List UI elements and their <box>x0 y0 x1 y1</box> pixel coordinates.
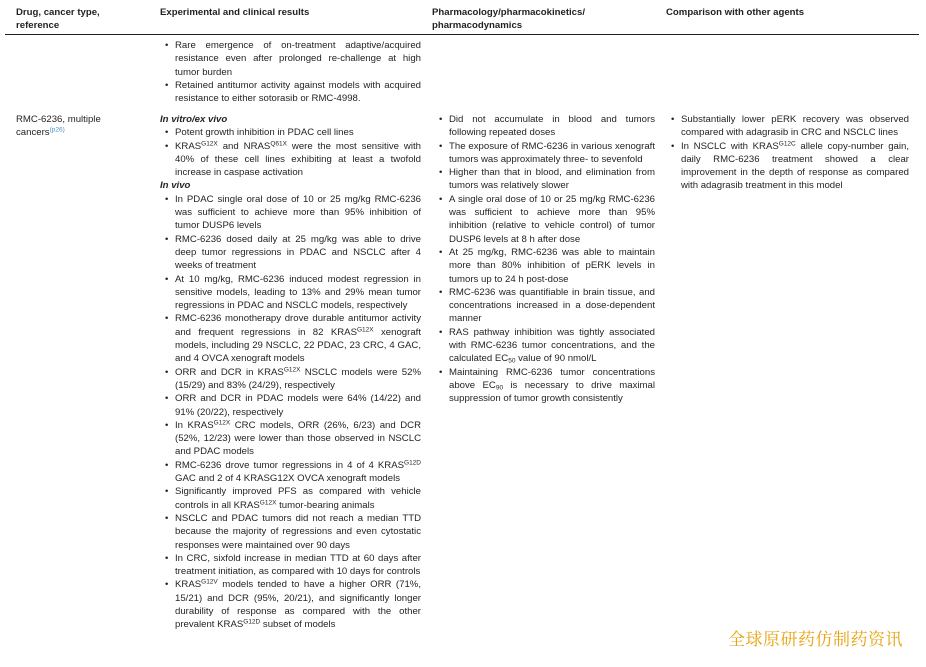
list-item: • Rare emergence of on-treatment adaptive/acquired resistance even after prolonged re-challenge at high tumor burden <box>163 39 421 79</box>
list-item: • In PDAC single oral dose of 10 or 25 mg/kg RMC-6236 was sufficient to achieve more than 95% inhibition of tumor DUSP6 levels <box>163 193 421 233</box>
list-item: • RMC-6236 was quantifiable in brain tissue, and concentrations increased in a dose-dependent manner <box>437 286 655 326</box>
list-item: • Potent growth inhibition in PDAC cell lines <box>163 126 421 139</box>
header-drug: Drug, cancer type, reference <box>16 7 100 31</box>
header-results: Experimental and clinical results <box>160 7 310 18</box>
list-item: • At 10 mg/kg, RMC-6236 induced modest regression in sensitive models, leading to 13% and 29% mean tumor regressions in PDAC and NSCLC models, respectively <box>163 273 421 313</box>
list-item: • Retained antitumor activity against models with acquired resistance to either sotorasib or RMC-4998. <box>163 79 421 106</box>
list-item: • $KRAS^{G12V}$ models tended to have a higher ORR (71%, 15/21) and DCR (95%, 20/21), and significantly longer durability of response as compared with the other prevalent $KRAS^{G12D}$ subset of models <box>163 578 421 631</box>
watermark-text: 全球原研药仿制药资讯 <box>728 630 903 650</box>
list-item: • Did not accumulate in blood and tumors following repeated doses <box>437 113 655 140</box>
drug-cell <box>16 113 126 140</box>
results-cell <box>160 113 421 632</box>
drug-name: RMC-6236, multiple cancers <box>16 114 101 139</box>
list-item: • In CRC, sixfold increase in median TTD at 60 days after treatment initiation, as compared with 10 days for controls <box>163 552 421 579</box>
list-item: • Higher than that in blood, and elimination from tumors was relatively slower <box>437 166 655 193</box>
in-vitro-heading: In vitro/ex vivo <box>160 114 228 125</box>
list-item: • RMC-6236 dosed daily at 25 mg/kg was able to drive deep tumor regressions in PDAC and NSCLC after 4 weeks of treatment <box>163 233 421 273</box>
list-item: • In NSCLC with $KRAS^{G12C}$ allele copy-number gain, daily RMC-6236 treatment showed a clear improvement in the depth of response as compared with adagrasib treatment in this model <box>669 140 909 193</box>
list-item: • ORR and DCR in PDAC models were 64% (14/22) and 91% (20/22), respectively <box>163 392 421 419</box>
list-item: • Substantially lower pERK recovery was observed compared with adagrasib in CRC and NSCLC lines <box>669 113 909 140</box>
pharmacology-cell <box>437 113 655 406</box>
list-item: • NSCLC and PDAC tumors did not reach a median TTD because the majority of regressions and even cytostatic responses were maintained over 90 days <box>163 512 421 552</box>
continued-results <box>163 39 421 105</box>
list-item: • RMC-6236 monotherapy drove durable antitumor activity and frequent regressions in 82 $KRAS^{G12X}$ xenograft models, including 29 NSCLC, 22 PDAC, 23 CRC, 4 GAC, and 4 OVCA xenograft models <box>163 312 421 365</box>
list-item: • In $KRAS^{G12X}$ CRC models, ORR (26%, 6/23) and DCR (52%, 12/23) were lower than those observed in NSCLC and PDAC models <box>163 419 421 459</box>
in-vivo-heading: In vivo <box>160 180 191 192</box>
list-item: • ORR and DCR in $KRAS^{G12X}$ NSCLC models were 52% (15/29) and 83% (24/29), respectively <box>163 366 421 393</box>
list-item: • Maintaining RMC-6236 tumor concentrations above $EC_{90}$ is necessary to drive maximal suppression of tumor growth consistently <box>437 366 655 406</box>
header-rule <box>5 34 919 35</box>
list-item: • RAS pathway inhibition was tightly associated with RMC-6236 tumor concentrations, and the calculated $EC_{50}$ value of 90 nmol/L <box>437 326 655 366</box>
reference-link[interactable]: (p26) <box>49 126 65 134</box>
list-item: • A single oral dose of 10 or 25 mg/kg RMC-6236 was sufficient to achieve more than 95% inhibition (relative to vehicle control) of tumor DUSP6 levels at 8 h after dose <box>437 193 655 246</box>
list-item: • $KRAS^{G12X}$ and $NRAS^{Q61X}$ were the most sensitive with 40% of these cell lines exhibiting at least a twofold increase in caspase activation <box>163 140 421 180</box>
header-comparison: Comparison with other agents <box>666 7 805 18</box>
comparison-cell <box>669 113 909 193</box>
list-item: • At 25 mg/kg, RMC-6236 was able to maintain more than 80% inhibition of pERK levels in tumors up to 24 h post-dose <box>437 246 655 286</box>
list-item: • RMC-6236 drove tumor regressions in 4 of 4 $KRAS^{G12D}$ GAC and 2 of 4 KRASG12X OVCA xenograft models <box>163 459 421 486</box>
list-item: • Significantly improved PFS as compared with vehicle controls in all $KRAS^{G12X}$ tumor-bearing animals <box>163 485 421 512</box>
header-pharmacology: Pharmacology/pharmacokinetics/ pharmacodynamics <box>432 7 586 31</box>
list-item: • The exposure of RMC-6236 in various xenograft tumors was approximately three- to sevenfold <box>437 140 655 167</box>
